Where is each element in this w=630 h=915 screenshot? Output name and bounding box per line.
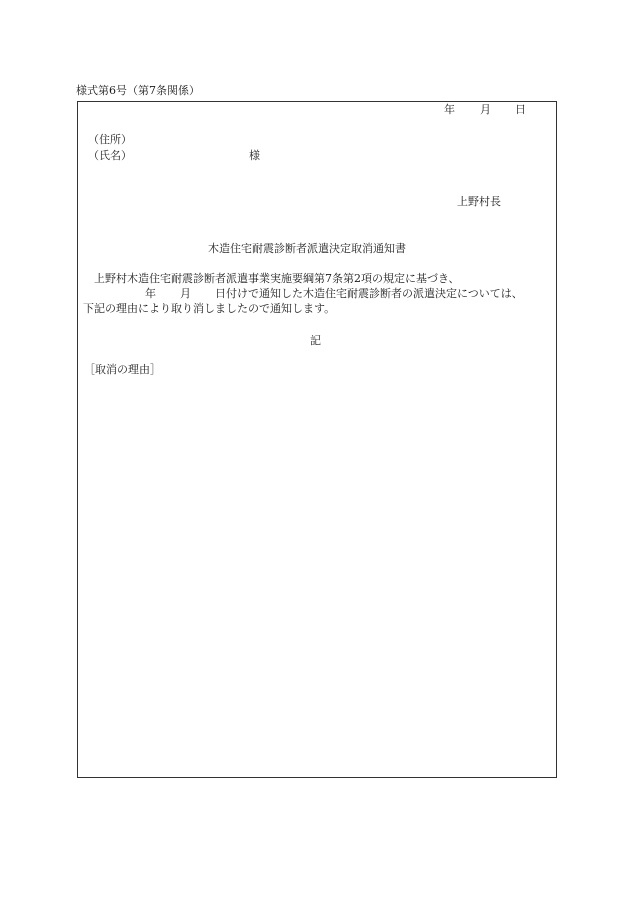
address-label: （住所）: [88, 133, 132, 146]
document-title: 木造住宅耐震診断者派遣決定取消通知書: [208, 242, 406, 255]
body-line-2-month: 月: [180, 287, 191, 300]
body-line-2-rest: 日付けで通知した木造住宅耐震診断者の派遣決定については、: [215, 287, 523, 300]
reason-heading: ［取消の理由］: [84, 363, 161, 376]
issuer: 上野村長: [457, 195, 501, 208]
name-label: （氏名）: [88, 149, 132, 162]
body-line-1: 上野村木造住宅耐震診断者派遣事業実施要綱第7条第2項の規定に基づき、: [94, 272, 460, 285]
date-year: 年: [444, 103, 455, 116]
date-day: 日: [515, 103, 526, 116]
body-line-3: 下記の理由により取り消しましたので通知します。: [83, 302, 336, 315]
ki-mark: 記: [310, 334, 321, 347]
body-line-2-year: 年: [145, 287, 156, 300]
honorific: 様: [249, 149, 260, 162]
form-label: 様式第6号（第7条関係）: [76, 84, 200, 97]
date-month: 月: [480, 103, 491, 116]
